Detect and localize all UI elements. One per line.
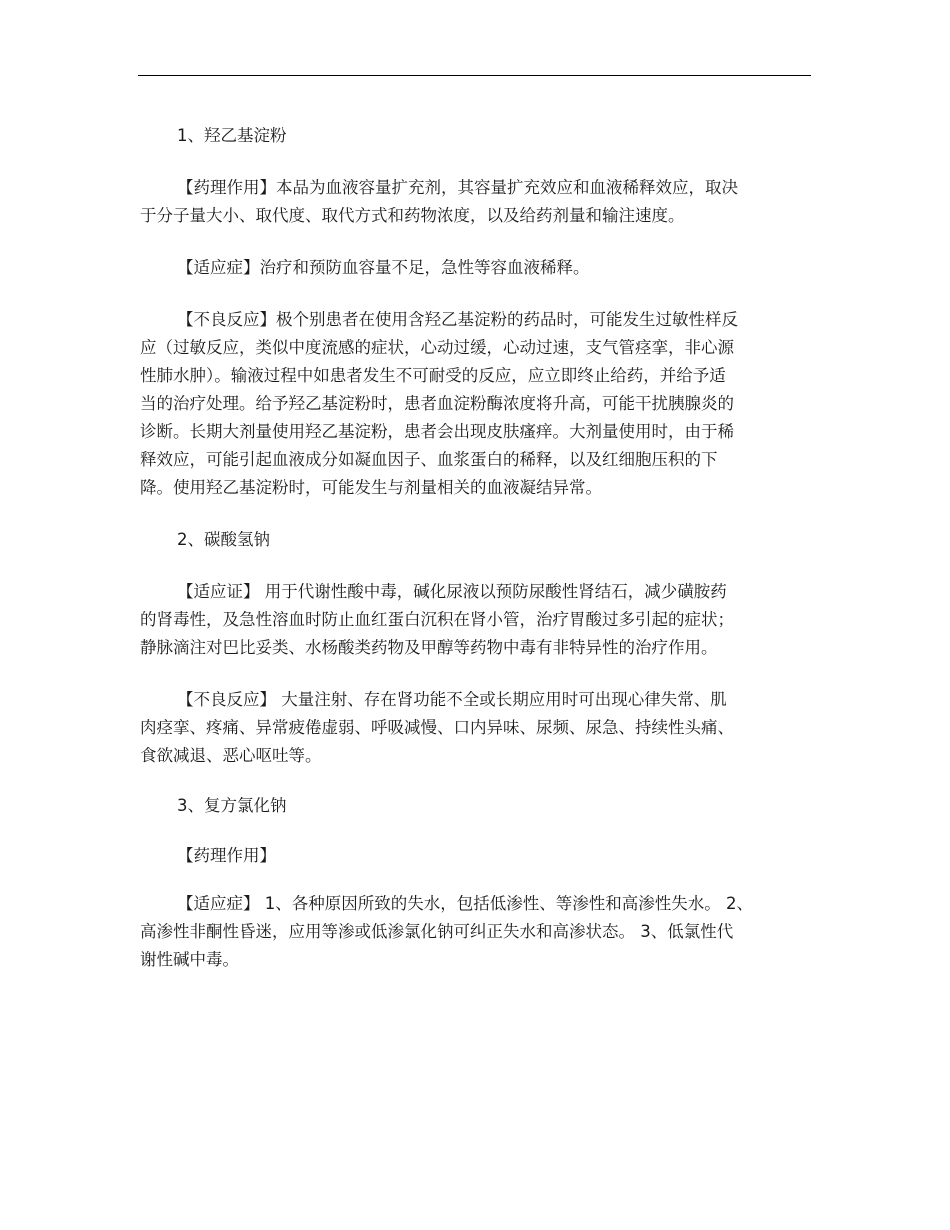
s1-adverse-line: 诊断。长期大剂量使用羟乙基淀粉，患者会出现皮肤瘙痒。大剂量使用时，由于稀 xyxy=(140,422,734,441)
s2-indication xyxy=(140,578,800,662)
s1-adverse-line: 性肺水肿）。输液过程中如患者发生不可耐受的反应，应立即终止给药，并给予适 xyxy=(140,366,726,385)
s1-adverse-line: 应（过敏反应，类似中度流感的症状，心动过缓，心动过速，支气管痉挛，非心源 xyxy=(140,338,734,357)
header-rule xyxy=(138,75,811,76)
s2-adverse xyxy=(140,686,800,770)
section-1-heading: 1、羟乙基淀粉 xyxy=(177,126,287,145)
s1-indication: 【适应症】治疗和预防血容量不足，急性等容血液稀释。 xyxy=(177,258,590,277)
s1-adverse-line: 降。使用羟乙基淀粉时，可能发生与剂量相关的血液凝结异常。 xyxy=(140,478,602,497)
s1-adverse xyxy=(140,306,800,502)
s2-indication-line: 静脉滴注对巴比妥类、水杨酸类药物及甲醇等药物中毒有非特异性的治疗作用。 xyxy=(140,638,718,657)
s2-indication-line: 的肾毒性，及急性溶血时防止血红蛋白沉积在肾小管，治疗胃酸过多引起的症状； xyxy=(140,610,734,629)
s1-adverse-line: 当的治疗处理。给予羟乙基淀粉时，患者血淀粉酶浓度将升高，可能干扰胰腺炎的 xyxy=(140,394,734,413)
s1-adverse-line: 释效应，可能引起血液成分如凝血因子、血浆蛋白的稀释，以及红细胞压积的下 xyxy=(140,450,718,469)
s3-pharmacology: 【药理作用】 xyxy=(177,846,276,865)
s2-adverse-line: 【不良反应】 大量注射、存在肾功能不全或长期应用时可出现心律失常、肌 xyxy=(177,690,727,709)
s1-pharmacology xyxy=(140,174,800,230)
s3-indication-line: 高渗性非酮性昏迷，应用等渗或低渗氯化钠可纠正失水和高渗状态。 3、低氯性代 xyxy=(140,922,734,941)
s3-indication xyxy=(140,890,800,974)
s3-indication-line: 谢性碱中毒。 xyxy=(140,950,239,969)
section-2-heading: 2、碳酸氢钠 xyxy=(177,530,270,549)
s2-adverse-line: 食欲减退、恶心呕吐等。 xyxy=(140,746,322,765)
section-3-heading: 3、复方氯化钠 xyxy=(177,796,287,815)
s1-adverse-line: 【不良反应】极个别患者在使用含羟乙基淀粉的药品时，可能发生过敏性样反 xyxy=(177,310,738,329)
document-body xyxy=(140,122,800,974)
s1-pharm-line: 于分子量大小、取代度、取代方式和药物浓度，以及给药剂量和输注速度。 xyxy=(140,206,685,225)
s1-pharm-line: 【药理作用】本品为血液容量扩充剂，其容量扩充效应和血液稀释效应，取决 xyxy=(177,178,738,197)
s2-indication-line: 【适应证】 用于代谢性酸中毒，碱化尿液以预防尿酸性肾结石，减少磺胺药 xyxy=(177,582,727,601)
s2-adverse-line: 肉痉挛、疼痛、异常疲倦虚弱、呼吸减慢、口内异味、尿频、尿急、持续性头痛、 xyxy=(140,718,734,737)
s3-indication-line: 【适应症】 1、各种原因所致的失水，包括低渗性、等渗性和高渗性失水。 2、 xyxy=(177,894,753,913)
